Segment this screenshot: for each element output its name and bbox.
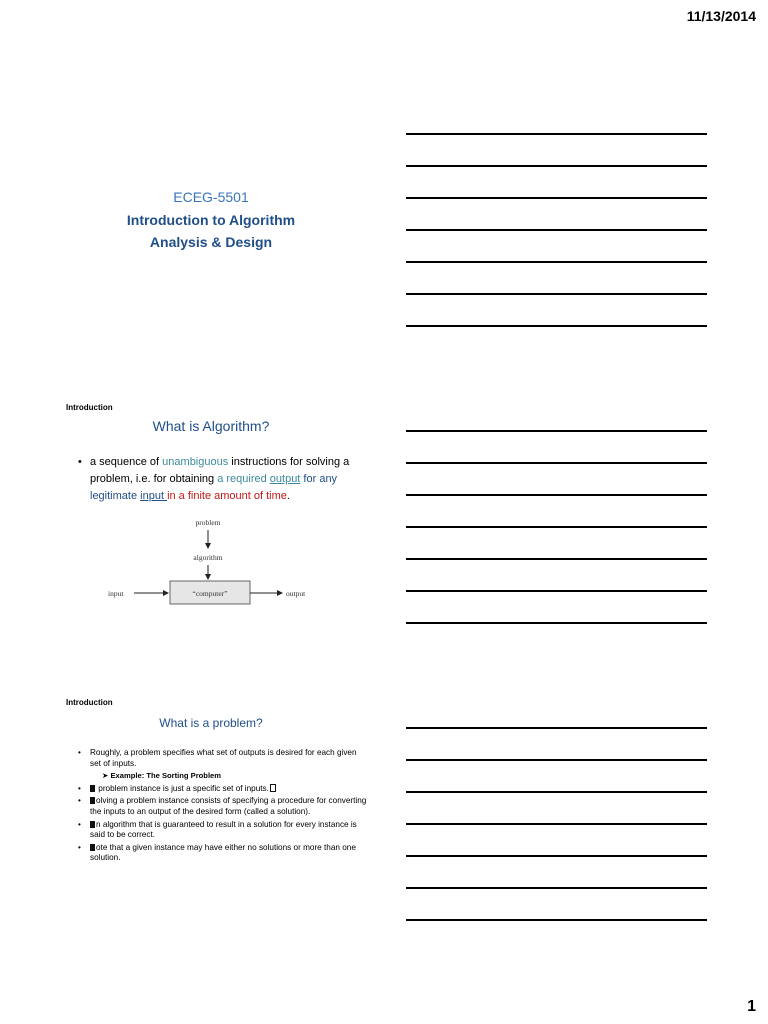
text-run: a sequence of bbox=[90, 456, 163, 468]
note-line bbox=[406, 791, 707, 793]
text-run-highlight: for any legitimate bbox=[90, 473, 338, 502]
slide2-section-label: Introduction bbox=[66, 403, 113, 412]
text-run-underlined: input bbox=[140, 490, 168, 502]
note-line bbox=[406, 293, 707, 295]
note-line bbox=[406, 622, 707, 624]
slide3-example-text: Example: The Sorting Problem bbox=[110, 771, 222, 781]
slide3-bullet-text: ote that a given instance may have either no solutions or more than one solution. bbox=[90, 842, 356, 863]
arrow-bullet-icon: ➤ bbox=[102, 771, 111, 781]
bullet-dot: • bbox=[78, 748, 81, 757]
bullet-dot: • bbox=[78, 819, 81, 829]
bullet-dot: • bbox=[78, 456, 82, 468]
slide1-title bbox=[100, 209, 322, 253]
slide3-section-label: Introduction bbox=[66, 698, 113, 707]
slide3-body bbox=[78, 748, 368, 866]
missing-glyph-icon bbox=[90, 797, 95, 804]
note-line bbox=[406, 759, 707, 761]
slide3-bullet bbox=[78, 748, 368, 769]
note-line bbox=[406, 590, 707, 592]
note-line bbox=[406, 462, 707, 464]
slide3-title: What is a problem? bbox=[159, 716, 263, 730]
slide3-bullet bbox=[78, 843, 368, 864]
course-code: ECEG-5501 bbox=[173, 189, 249, 205]
note-line bbox=[406, 494, 707, 496]
diagram-input-label: input bbox=[108, 589, 124, 598]
slide1-title-line1: Introduction to Algorithm bbox=[126, 212, 296, 228]
missing-glyph-icon bbox=[270, 784, 276, 792]
text-run-underlined: output bbox=[269, 473, 301, 485]
slide3-bullet-text: n algorithm that is guaranteed to result in a solution for every instance is said to be correct. bbox=[90, 819, 357, 840]
note-line bbox=[406, 430, 707, 432]
slide3-bullet-text: Roughly, a problem specifies what set of outputs is desired for each given set of inputs. bbox=[90, 748, 357, 768]
slide3-bullet-text: problem instance is just a specific set of inputs. bbox=[96, 783, 269, 793]
slide3-bullet bbox=[78, 820, 368, 841]
note-line bbox=[406, 229, 707, 231]
missing-glyph-icon bbox=[90, 785, 95, 792]
diagram-problem-label: problem bbox=[195, 518, 221, 527]
slide2-title: What is Algorithm? bbox=[152, 418, 270, 434]
text-run-highlight: unambiguous bbox=[162, 456, 229, 468]
note-line bbox=[406, 325, 707, 327]
note-line bbox=[406, 727, 707, 729]
bullet-dot: • bbox=[78, 796, 81, 806]
slide2-bullet bbox=[78, 454, 358, 505]
text-run: . bbox=[286, 490, 290, 502]
note-line bbox=[406, 855, 707, 857]
text-run-highlight: a required bbox=[217, 473, 270, 485]
note-line bbox=[406, 526, 707, 528]
text-run-highlight: in a finite amount of time bbox=[167, 490, 287, 502]
note-line bbox=[406, 197, 707, 199]
slide3-example bbox=[78, 771, 368, 782]
date-header: 11/13/2014 bbox=[686, 8, 756, 24]
text-run: instructions for solving a problem, i.e. for obtaining bbox=[90, 456, 350, 485]
diagram-algorithm-label: algorithm bbox=[193, 553, 223, 562]
note-line bbox=[406, 558, 707, 560]
page-number: 1 bbox=[747, 998, 756, 1015]
diagram-output-label: output bbox=[286, 589, 306, 598]
note-line bbox=[406, 823, 707, 825]
note-line bbox=[406, 919, 707, 921]
slide3-bullet-text: olving a problem instance consists of specifying a procedure for converting the inputs to an output of the desired form (called a solution). bbox=[90, 796, 367, 816]
bullet-dot: • bbox=[78, 783, 81, 793]
note-line bbox=[406, 887, 707, 889]
note-line bbox=[406, 165, 707, 167]
missing-glyph-icon bbox=[90, 821, 95, 828]
slide1-title-line2: Analysis & Design bbox=[149, 234, 273, 250]
slide2-bullet-text bbox=[90, 454, 358, 505]
diagram-computer-label: “computer” bbox=[192, 589, 228, 598]
note-line bbox=[406, 261, 707, 263]
slide3-bullet bbox=[78, 796, 368, 817]
algorithm-diagram bbox=[100, 515, 320, 610]
note-line bbox=[406, 133, 707, 135]
slide3-bullet bbox=[78, 784, 368, 795]
bullet-dot: • bbox=[78, 842, 81, 852]
missing-glyph-icon bbox=[90, 844, 95, 851]
